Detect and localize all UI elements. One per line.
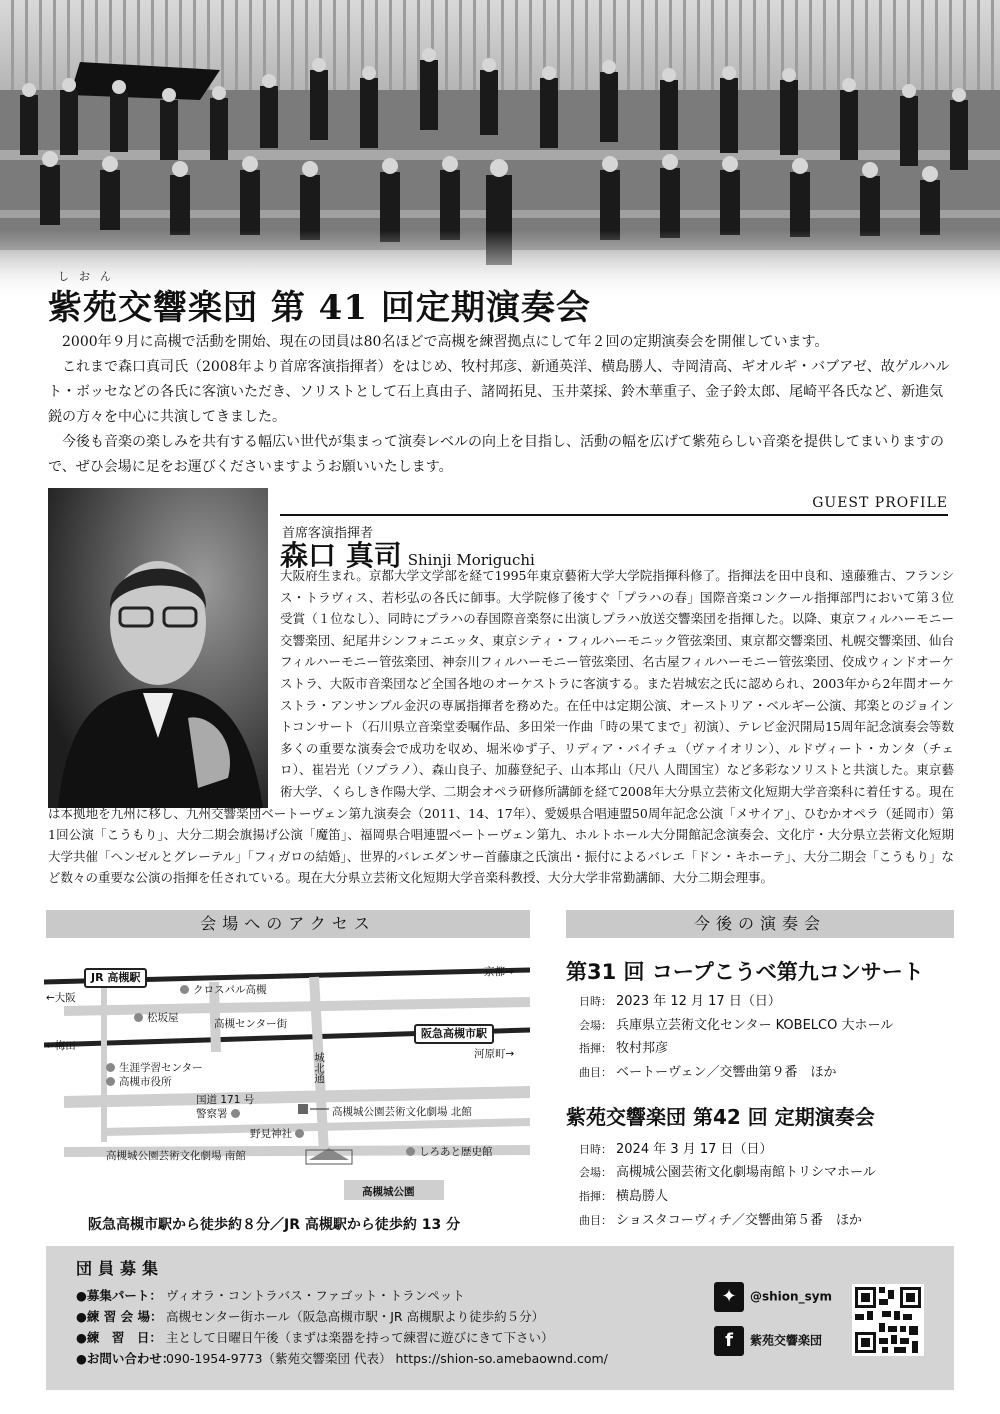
- map-shiroato: [406, 1144, 493, 1159]
- qr-code-graphic: [852, 1284, 924, 1356]
- concert-2-date: [566, 1138, 773, 1157]
- facebook-name: 紫苑交響楽団: [750, 1333, 823, 1348]
- guest-bio-text: 大阪府生まれ。京都大学文学部を経て1995年東京藝術大学大学院指揮科修了。指揮法を田中良和、遠藤雅古、フランシス・トラヴィス、若杉弘の各氏に師事。大学院修了後すぐ「プラハの春」国際音楽コンクール指揮部門において第３位受賞（１位なし）、同時にプラハの春国際音楽祭に出演しプラハ放送交響楽団を指揮した。以降、東京フィルハーモニー交響楽団、紀尾井シンフォニエッタ、東京シティ・フィルハーモニック管弦楽団、東京都交響楽団、札幌交響楽団、仙台フィルハーモニー管弦楽団、神奈川フィルハーモニー管弦楽団、名古屋フィルハーモニー管弦楽団、佼成ウィンドオーケストラ、大阪市音楽団など全国各地のオーケストラに客演する。また岩城宏之氏に認められ、2003年から2年間オーケストラ・アンサンブル金沢の専属指揮者を務めた。在任中は定期公演、オーストリア・ベルギー公演、邦楽とのジョイントコンサート（石川県立音楽堂委嘱作品、多田栄一作曲「時の果てまで」初演）、テレビ金沢開局15周年記念演奏会等数多くの重要な演奏会で成功を収め、堀米ゆず子、リディア・バイチュ（ヴァイオリン）、ルドヴィート・カンタ（チェロ）、崔岩光（ソプラノ）、森山良子、加藤登紀子、山本邦山（尺八 人間国宝）など多彩なソリストと共演した。東京藝術大学、くらしき作陽大学、二期会オペラ研修所講師を経て2008年大分県立芸術文化短期大学音楽科に着任する。現在は本拠地を九州に移し、九州交響楽団ベートーヴェン第九演奏会（2011、14、17年）、愛媛県合唱連盟50周年記念公演「メサイア」、ひむかオペラ（延岡市）第1回公演「こうもり」、大分二期会旗揚げ公演「魔笛」、福岡県合唱連盟ベートーヴェン第九、ホルトホール大分開館記念演奏会、文化庁・大分県立芸術文化短期大学共催「ヘンゼルとグレーテル」「フィガロの結婚」、世界的バレエダンサー首藤康之氏演出・振付によるバレエ「ドン・キホーテ」、大分二期会「こうもり」など数々の重要な公演の指揮を任されている。現在大分県立芸術文化短期大学音楽科教授、大分大学非常勤講師、大分二期会理事。: [48, 568, 954, 886]
- location-dot-icon: [180, 985, 189, 994]
- map-lifelong-center: [106, 1060, 203, 1075]
- direction-kawaramachi: 河原町→: [474, 1048, 515, 1060]
- location-dot-icon: [231, 1109, 240, 1118]
- intro-paragraph: これまで森口真司氏（2008年より首席客演指揮者）をはじめ、牧村邦彦、新通英洋、横島勝人、寺岡清高、ギオルギ・バブアゼ、故ゲルハルト・ボッセなどの各氏に客演いただき、ソリストとして石上真由子、諸岡拓見、玉井菜採、鈴木華重子、金子鈴太郎、尾崎平各氏など、新進気鋭の方々を中心に共演してきました。: [48, 359, 950, 425]
- map-route171: 国道 171 号: [196, 1094, 255, 1106]
- detail-value: 牧村邦彦: [616, 1041, 669, 1056]
- map-center-street: 高槻センター街: [214, 1018, 288, 1030]
- qr-code[interactable]: [852, 1284, 924, 1356]
- title-ruby: しおん: [58, 270, 121, 283]
- recruit-row: [76, 1349, 608, 1367]
- guest-role: 首席客演指揮者: [282, 526, 374, 541]
- concert-2-title: 紫苑交響楽団 第42 回 定期演奏会: [566, 1105, 875, 1129]
- upcoming-header: 今後の演奏会: [566, 910, 954, 938]
- detail-value: 兵庫県立芸術文化センター KOBELCO 大ホール: [616, 1018, 894, 1033]
- location-dot-icon: [406, 1147, 415, 1156]
- intro-text: [48, 330, 954, 480]
- concert-2-venue: [566, 1161, 876, 1180]
- map-label: クロスパル高槻: [193, 984, 267, 996]
- access-header: 会場へのアクセス: [46, 910, 530, 938]
- map-nomi-shrine: [250, 1126, 308, 1141]
- detail-value: 2024 年 3 月 17 日（日）: [616, 1142, 773, 1157]
- direction-umeda: ←梅田: [46, 1040, 76, 1052]
- guest-name-roman: Shinji Moriguchi: [407, 551, 535, 569]
- detail-key: 日時：: [579, 1143, 612, 1156]
- facebook-link[interactable]: [714, 1326, 822, 1356]
- map-label: 生涯学習センター: [119, 1062, 203, 1074]
- recruit-key: ●募集パート：: [76, 1288, 162, 1303]
- map-crossparu: [180, 982, 267, 997]
- facebook-icon: f: [714, 1326, 744, 1356]
- orchestra-illustration: [0, 0, 1000, 300]
- orchestra-photo: [0, 0, 1000, 300]
- detail-value: ベートーヴェン／交響曲第９番 ほか: [616, 1065, 837, 1080]
- map-police: [196, 1106, 244, 1121]
- detail-value: 横島勝人: [616, 1189, 669, 1204]
- map-shirokita-street: 城北通: [313, 1052, 325, 1084]
- concert-1-venue: [566, 1014, 893, 1033]
- detail-key: 指揮：: [579, 1190, 612, 1203]
- detail-key: 曲目：: [579, 1066, 612, 1079]
- map-castle-park: 高槻城公園: [362, 1186, 415, 1198]
- concert-1-program: [566, 1061, 836, 1080]
- detail-key: 指揮：: [579, 1042, 612, 1055]
- guest-profile-label: GUEST PROFILE: [812, 495, 948, 511]
- direction-kyoto: 京都→: [484, 966, 514, 978]
- map-label: 高槻市役所: [119, 1076, 172, 1088]
- location-dot-icon: [295, 1129, 304, 1138]
- concert-2-conductor: [566, 1185, 668, 1204]
- twitter-icon: ✦: [714, 1282, 744, 1312]
- concert-1-date: [566, 990, 781, 1009]
- detail-value: 2023 年 12 月 17 日（日）: [616, 994, 781, 1009]
- guest-bio: [48, 565, 954, 889]
- photo-spacer: [48, 565, 280, 801]
- map-south-hall: 高槻城公園芸術文化劇場 南館: [106, 1150, 246, 1162]
- direction-osaka: ←大阪: [46, 992, 76, 1004]
- access-note: 阪急高槻市駅から徒歩約８分／JR 高槻駅から徒歩約 13 分: [88, 1217, 461, 1233]
- access-map: [44, 952, 530, 1207]
- location-dot-icon: [106, 1063, 115, 1072]
- recruit-value[interactable]: 090-1954-9773（紫苑交響楽団 代表） https://shion-so.amebaownd.com/: [166, 1351, 608, 1366]
- intro-paragraph: 2000年９月に高槻で活動を開始、現在の団員は80名ほどで高槻を練習拠点にして年２回の定期演奏会を開催しています。: [62, 334, 829, 350]
- detail-value: ショスタコーヴィチ／交響曲第５番 ほか: [616, 1213, 862, 1228]
- page-title: 紫苑交響楽団 第 41 回定期演奏会: [48, 288, 591, 328]
- twitter-link[interactable]: [714, 1282, 832, 1312]
- recruit-value: 主として日曜日午後（まずは楽器を持って練習に遊びにきて下さい）: [166, 1330, 554, 1345]
- recruit-key: ●練 習 会 場：: [76, 1309, 163, 1324]
- recruit-row: [76, 1307, 544, 1325]
- guest-divider: [280, 514, 948, 516]
- recruit-row: [76, 1328, 554, 1346]
- recruit-key: ●お問い合わせ：: [76, 1351, 175, 1366]
- map-label: 警察署: [196, 1108, 228, 1120]
- recruit-value: 高槻センター街ホール（阪急高槻市駅・JR 高槻駅より徒歩約５分）: [166, 1309, 545, 1324]
- map-label: 野見神社: [250, 1128, 292, 1140]
- location-dot-icon: [134, 1013, 143, 1022]
- recruit-row: [76, 1286, 465, 1304]
- detail-key: 日時：: [579, 995, 612, 1008]
- detail-key: 曲目：: [579, 1214, 612, 1227]
- detail-key: 会場：: [579, 1019, 612, 1032]
- concert-1-conductor: [566, 1037, 668, 1056]
- map-north-hall: 高槻城公園芸術文化劇場 北館: [332, 1106, 472, 1118]
- map-label: 松坂屋: [147, 1012, 179, 1024]
- detail-key: 会場：: [579, 1166, 612, 1179]
- recruit-value: ヴィオラ・コントラバス・ファゴット・トランペット: [166, 1288, 465, 1303]
- recruit-title: 団員募集: [76, 1259, 165, 1278]
- twitter-handle: @shion_sym: [750, 1289, 833, 1304]
- map-city-hall: [106, 1074, 172, 1089]
- map-matsuzakaya: [134, 1010, 179, 1025]
- location-dot-icon: [106, 1077, 115, 1086]
- intro-paragraph: 今後も音楽の楽しみを共有する幅広い世代が集まって演奏レベルの向上を目指し、活動の幅を広げて紫苑らしい音楽を提供してまいりますので、ぜひ会場に足をお運びくださいますようお願いいたします。: [48, 434, 944, 475]
- map-label: しろあと歴史館: [419, 1146, 493, 1158]
- concert-2-program: [566, 1209, 862, 1228]
- jr-takatsuki-station: JR 高槻駅: [84, 968, 147, 988]
- recruit-box: [46, 1246, 954, 1390]
- guest-name: 森口 真司: [280, 539, 402, 572]
- concert-1-title: 第31 回 コープこうべ第九コンサート: [566, 960, 924, 984]
- hankyu-takatsukishi-station: 阪急高槻市駅: [414, 1024, 494, 1044]
- detail-value: 高槻城公園芸術文化劇場南館トリシマホール: [616, 1165, 876, 1180]
- recruit-key: ●練 習 日：: [76, 1330, 162, 1345]
